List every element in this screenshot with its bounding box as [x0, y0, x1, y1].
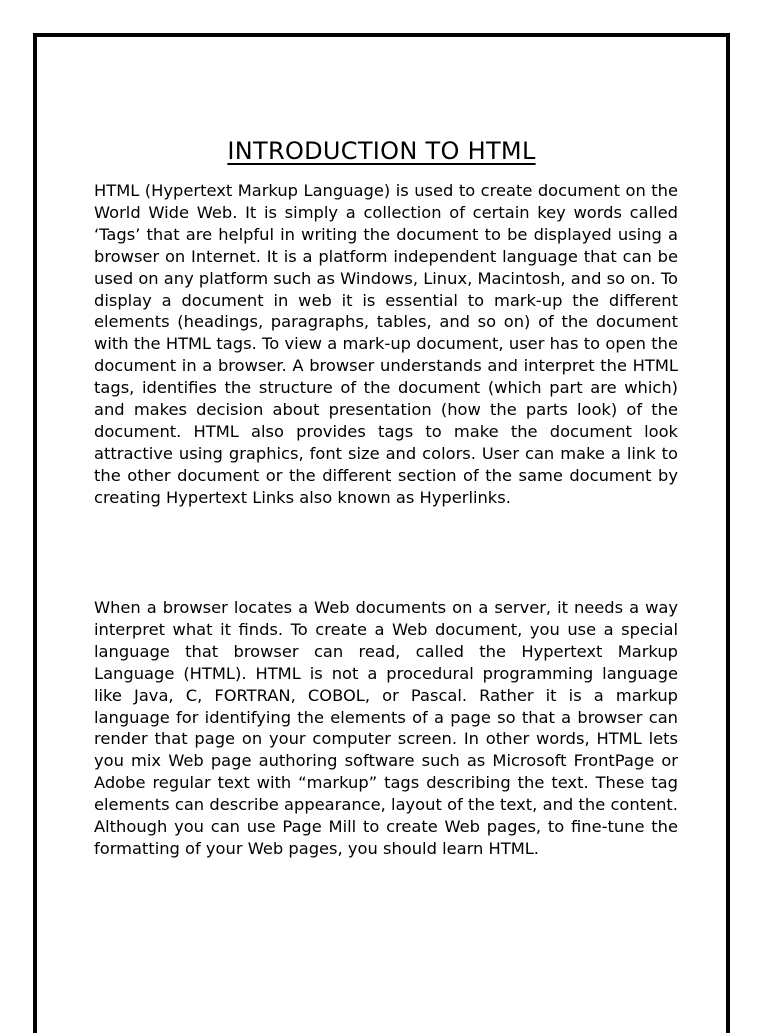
document-title-text: INTRODUCTION TO HTML: [227, 137, 536, 165]
paragraph-browser: When a browser locates a Web documents on a server, it needs a way interpret what it finds. To create a Web document, you use a special language that browser can read, called the Hypertext Markup Language (HTML). HTML is not a procedural programming language like Java, C, FORTRAN, COBOL, or Pascal. Rather it is a markup language for identifying the elements of a page so that a browser can render that page on your computer screen. In other words, HTML lets you mix Web page authoring software such as Microsoft FrontPage or Adobe regular text with “markup” tags describing the text. These tag elements can describe appearance, layout of the text, and the content. Although you can use Page Mill to create Web pages, to fine-tune the formatting of your Web pages, you should learn HTML.: [94, 598, 678, 858]
page-border: [33, 33, 730, 1033]
paragraph-intro: HTML (Hypertext Markup Language) is used to create document on the World Wide Web. It is simply a collection of certain key words called ‘Tags’ that are helpful in writing the document to be displayed using a browser on Internet. It is a platform independent language that can be used on any platform such as Windows, Linux, Macintosh, and so on. To display a document in web it is essential to mark-up the different elements (headings, paragraphs, tables, and so on) of the document with the HTML tags. To view a mark-up document, user has to open the document in a browser. A browser understands and interpret the HTML tags, identifies the structure of the document (which part are which) and makes decision about presentation (how the parts look) of the document. HTML also provides tags to make the document look attractive using graphics, font size and colors. User can make a link to the other document or the different section of the same document by creating Hypertext Links also known as Hyperlinks.: [94, 181, 678, 507]
document-title: [37, 137, 726, 165]
